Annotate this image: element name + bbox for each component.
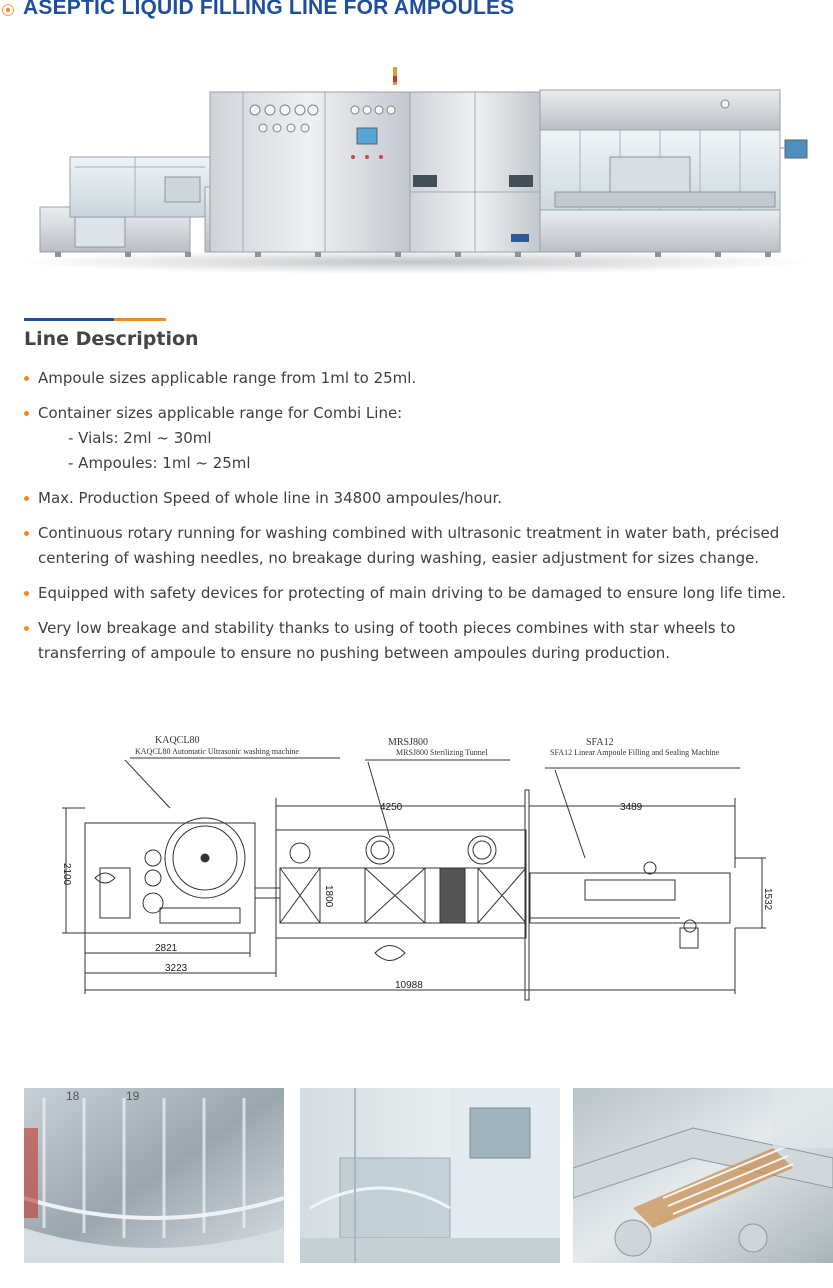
dim-tunnel-length: 4250 <box>380 802 403 813</box>
dim-washer-length: 2821 <box>155 943 178 954</box>
photo-tunnel-door <box>300 1088 560 1263</box>
line-description-list <box>24 366 824 676</box>
photo-filling-station <box>573 1088 833 1263</box>
page-title-row <box>0 0 833 26</box>
filling-line-machine-image <box>15 62 815 282</box>
list-item <box>24 366 824 391</box>
page-title: ASEPTIC LIQUID FILLING LINE FOR AMPOULES <box>23 0 515 19</box>
title-bullet-icon <box>2 4 14 16</box>
list-item <box>24 616 824 666</box>
filler-name-label: SFA12 Linear Ampoule Filling and Sealing Machine <box>550 748 720 757</box>
section-heading: Line Description <box>24 328 199 350</box>
list-item-text: Container sizes applicable range for Combi Line: <box>38 404 403 422</box>
list-item <box>24 521 824 571</box>
list-item <box>24 401 824 476</box>
heading-accent-line-blue <box>24 318 114 321</box>
bullet-icon <box>24 411 29 416</box>
washer-code-label: KAQCL80 <box>155 735 200 746</box>
list-subitem: - Vials: 2ml ~ 30ml <box>68 429 212 447</box>
washer-name-label: KAQCL80 Automatic Ultrasonic washing machine <box>135 747 299 756</box>
photo-washer-interior <box>24 1088 284 1263</box>
dim-tunnel-width: 1800 <box>323 885 334 908</box>
list-item-text: Very low breakage and stability thanks to using of tooth pieces combines with star wheels to transferring of ampoule to ensure no pushing between ampoules during production. <box>38 619 736 662</box>
dim-total-length: 10988 <box>395 980 423 991</box>
dim-washer-total: 3223 <box>165 963 188 974</box>
list-subitem: - Ampoules: 1ml ~ 25ml <box>68 454 251 472</box>
tunnel-code-label: MRSJ800 <box>388 737 429 748</box>
dim-filler-length: 3489 <box>620 802 643 813</box>
list-item-text: Max. Production Speed of whole line in 34800 ampoules/hour. <box>38 489 503 507</box>
dim-washer-height: 2100 <box>61 863 72 886</box>
bullet-icon <box>24 626 29 631</box>
photo-station-label: 18 <box>66 1089 80 1103</box>
photo-station-label: 19 <box>126 1089 140 1103</box>
list-item-text: Continuous rotary running for washing combined with ultrasonic treatment in water bath, précised centering of washing needles, no breakage during washing, easier adjustment for sizes change. <box>38 524 780 567</box>
tunnel-name-label: MRSJ800 Sterilizing Tunnel <box>396 748 488 757</box>
list-item <box>24 486 824 511</box>
list-item-text: Ampoule sizes applicable range from 1ml to 25ml. <box>38 369 417 387</box>
filler-code-label: SFA12 <box>586 737 614 748</box>
bullet-icon <box>24 376 29 381</box>
heading-accent-line-orange <box>114 318 166 321</box>
list-item <box>24 581 824 606</box>
line-layout-drawing <box>40 728 820 1008</box>
bullet-icon <box>24 591 29 596</box>
bullet-icon <box>24 531 29 536</box>
dim-filler-width: 1532 <box>762 888 773 911</box>
list-item-text: Equipped with safety devices for protecting of main driving to be damaged to ensure long life time. <box>38 584 787 602</box>
bullet-icon <box>24 496 29 501</box>
